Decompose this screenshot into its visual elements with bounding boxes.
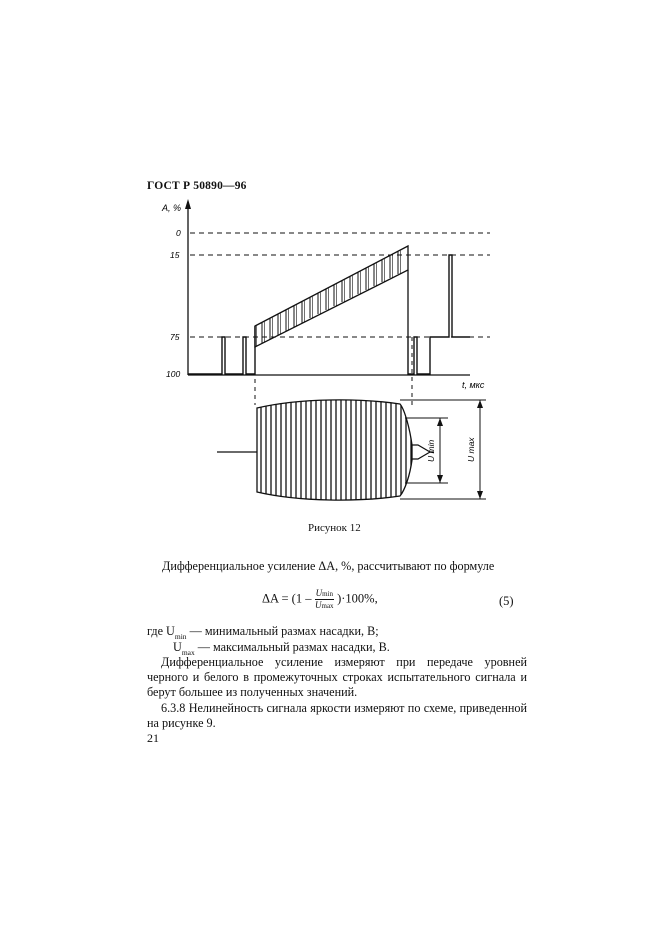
formula-right: )·100%, (337, 591, 378, 606)
definition-umax: $U_{max}$ — максимальный размах насадки, В. (173, 640, 390, 657)
umax-arrow-top (477, 400, 483, 408)
body-paragraphs (147, 655, 527, 731)
figure-caption: Рисунок 12 (308, 522, 361, 534)
umax-label: U max (466, 437, 476, 462)
formula-fraction: $\frac{Umin}{Umax}$ (315, 588, 334, 610)
y-axis-arrow (185, 199, 191, 209)
page-number: 21 (147, 731, 159, 745)
paragraph-measurement: Дифференциальное усиление измеряют при передаче уровней черного и белого в промежуточных строках испытательного сигнала и берут большее из полученных значений. (147, 655, 527, 700)
burst-envelope (257, 400, 412, 500)
definitions (147, 624, 527, 656)
definition-umin: где $U_{min}$ — минимальный размах насадки, В; (147, 624, 379, 641)
y-tick-100: 100 (166, 369, 181, 379)
umin-arrow-top (437, 418, 443, 426)
umin-label: U min (426, 439, 436, 462)
signal-waveform-right (408, 255, 470, 374)
paragraph-6-3-8: 6.3.8 Нелинейность сигнала яркости измеряют по схеме, приведенной на рисунке 9. (147, 700, 527, 730)
umin-arrow-bottom (437, 475, 443, 483)
document-header: ГОСТ Р 50890—96 (147, 180, 247, 192)
y-tick-15: 15 (170, 250, 180, 260)
umax-arrow-bottom (477, 491, 483, 499)
formula-number: (5) (499, 594, 514, 608)
formula (262, 588, 378, 611)
y-tick-0: 0 (176, 228, 181, 238)
y-tick-75: 75 (170, 332, 180, 342)
intro-sentence: Дифференциальное усиление ΔA, %, рассчитывают по формуле (162, 559, 495, 573)
x-axis-label: t, мкс (462, 380, 485, 390)
y-axis-label: A, % (162, 203, 182, 213)
signal-waveform (188, 326, 255, 374)
formula-left: ΔA = (1 – (262, 591, 312, 606)
projection-lines (255, 337, 412, 405)
